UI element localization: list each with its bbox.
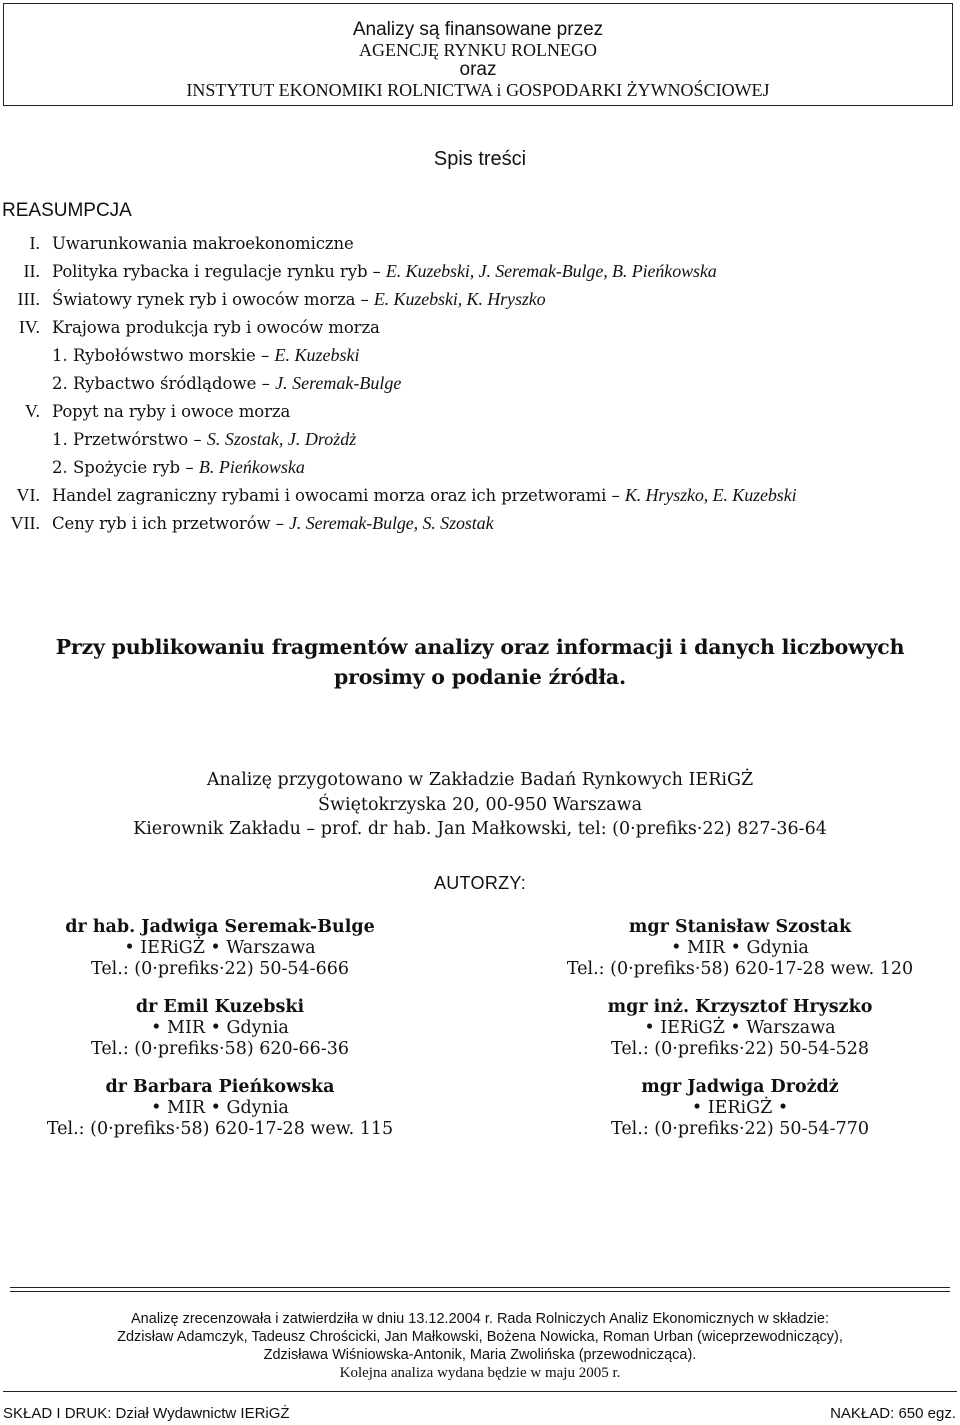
author-card [520,1077,960,1140]
toc-subitem [52,457,305,478]
author-org: • MIR • Gdynia [151,1098,289,1118]
divider [3,1391,957,1392]
author-org: • IERiGŻ • [691,1098,789,1118]
author-tel: Tel.: (0·prefiks·58) 620-66-36 [91,1039,349,1059]
review-line: Zdzisław Adamczyk, Tadeusz Chrościcki, Jan Małkowski, Bożena Nowicka, Roman Urban (wiceprzewodniczący), [117,1329,843,1345]
toc-subitem-title: 2. Rybactwo śródlądowe – [52,374,276,393]
toc-item-title: Popyt na ryby i owoce morza [52,402,291,421]
author-org: • IERiGŻ • Warszawa [124,938,316,958]
next-analysis-note: Kolejna analiza wydana będzie w maju 2005 r. [339,1365,621,1381]
author-org: • MIR • Gdynia [671,938,809,958]
footer-circulation: NAKŁAD: 650 egz. [830,1405,956,1422]
toc-subitem-title: 2. Spożycie ryb – [52,458,199,477]
author-name: mgr Jadwiga Drożdż [641,1077,839,1097]
toc-item-title: Handel zagraniczny rybami i owocami morza oraz ich przetworami – [52,486,625,505]
author-tel: Tel.: (0·prefiks·22) 50-54-528 [611,1039,869,1059]
toc-subitem-title: 1. Przetwórstwo – [52,430,207,449]
prepared-by-line: Analizę przygotowano w Zakładzie Badań Rynkowych IERiGŻ [206,770,754,790]
review-line: Analizę zrecenzowała i zatwierdziła w dniu 13.12.2004 r. Rada Rolniczych Analiz Ekonomicznych w składzie: [131,1311,829,1327]
funding-agency: AGENCJĘ RYNKU ROLNEGO [359,40,597,60]
funding-box [3,3,953,106]
author-org: • MIR • Gdynia [151,1018,289,1038]
author-card [0,997,440,1060]
author-name: dr Barbara Pieńkowska [105,1077,335,1097]
toc-subitem [52,429,356,450]
footer-printing: SKŁAD I DRUK: Dział Wydawnictw IERiGŻ [3,1405,290,1422]
toc-item-title: Uwarunkowania makroekonomiczne [52,234,354,253]
author-name: mgr inż. Krzysztof Hryszko [607,997,873,1017]
author-name: mgr Stanisław Szostak [628,917,852,937]
toc-item-number: II. [23,261,40,281]
toc-item-number: V. [24,401,40,421]
toc-item-title: Ceny ryb i ich przetworów – [52,514,289,533]
prepared-by-head: Kierownik Zakładu – prof. dr hab. Jan Małkowski, tel: (0·prefiks·22) 827-36-64 [133,819,827,839]
author-tel: Tel.: (0·prefiks·22) 50-54-770 [611,1119,869,1139]
toc-item-title: Krajowa produkcja ryb i owoców morza [52,318,380,337]
author-tel: Tel.: (0·prefiks·58) 620-17-28 wew. 115 [46,1119,394,1139]
author-tel: Tel.: (0·prefiks·58) 620-17-28 wew. 120 [566,959,914,979]
toc-subitem-authors: J. Seremak-Bulge [275,373,402,393]
author-card [520,917,960,980]
citation-notice-line: prosimy o podanie źródła. [334,665,626,689]
citation-notice-line: Przy publikowaniu fragmentów analizy oraz informacji i danych liczbowych [55,635,905,659]
toc-item-number: VI. [16,485,40,505]
toc-subitem-title: 1. Rybołówstwo morskie – [52,346,275,365]
citation-notice [0,632,960,692]
toc-item-number: III. [17,289,40,309]
prepared-by [0,768,960,842]
author-name: dr hab. Jadwiga Seremak-Bulge [65,917,375,937]
toc-subitem [52,373,401,394]
toc-subitem [52,345,359,366]
funding-line: Analizy są finansowane przez [352,19,604,40]
toc-item-authors: K. Hryszko, E. Kuzebski [624,485,797,505]
author-card [520,997,960,1060]
author-card [0,1077,440,1140]
toc-subitem-authors: S. Szostak, J. Drożdż [206,429,357,449]
toc-item-number: IV. [18,317,40,337]
review-line: Zdzisława Wiśniowska-Antonik, Maria Zwolińska (przewodnicząca). [263,1347,697,1363]
toc-item-number: VII. [10,513,40,533]
toc-item-authors: E. Kuzebski, K. Hryszko [373,289,546,309]
author-card [0,917,440,980]
toc-item-authors: E. Kuzebski, J. Seremak-Bulge, B. Pieńkowska [385,261,717,281]
divider [10,1287,950,1288]
toc-reasumpcja: REASUMPCJA [2,200,132,221]
toc-item-authors: J. Seremak-Bulge, S. Szostak [289,513,494,533]
toc-item-number: I. [29,233,40,253]
toc-subitem-authors: B. Pieńkowska [198,457,305,477]
toc-item-title: Światowy rynek ryb i owoców morza – [52,290,374,309]
funding-institute: INSTYTUT EKONOMIKI ROLNICTWA i GOSPODARKI ŻYWNOŚCIOWEJ [186,80,770,100]
author-name: dr Emil Kuzebski [135,997,305,1017]
toc-item-title: Polityka rybacka i regulacje rynku ryb – [52,262,386,281]
author-tel: Tel.: (0·prefiks·22) 50-54-666 [91,959,349,979]
divider [10,1291,950,1292]
toc-title: Spis treści [433,148,527,170]
toc-subitem-authors: E. Kuzebski [274,345,360,365]
funding-conjunction: oraz [459,59,497,80]
author-org: • IERiGŻ • Warszawa [644,1018,836,1038]
review-note [0,1310,960,1382]
authors-heading: AUTORZY: [433,873,527,893]
prepared-by-address: Świętokrzyska 20, 00-950 Warszawa [318,794,642,815]
